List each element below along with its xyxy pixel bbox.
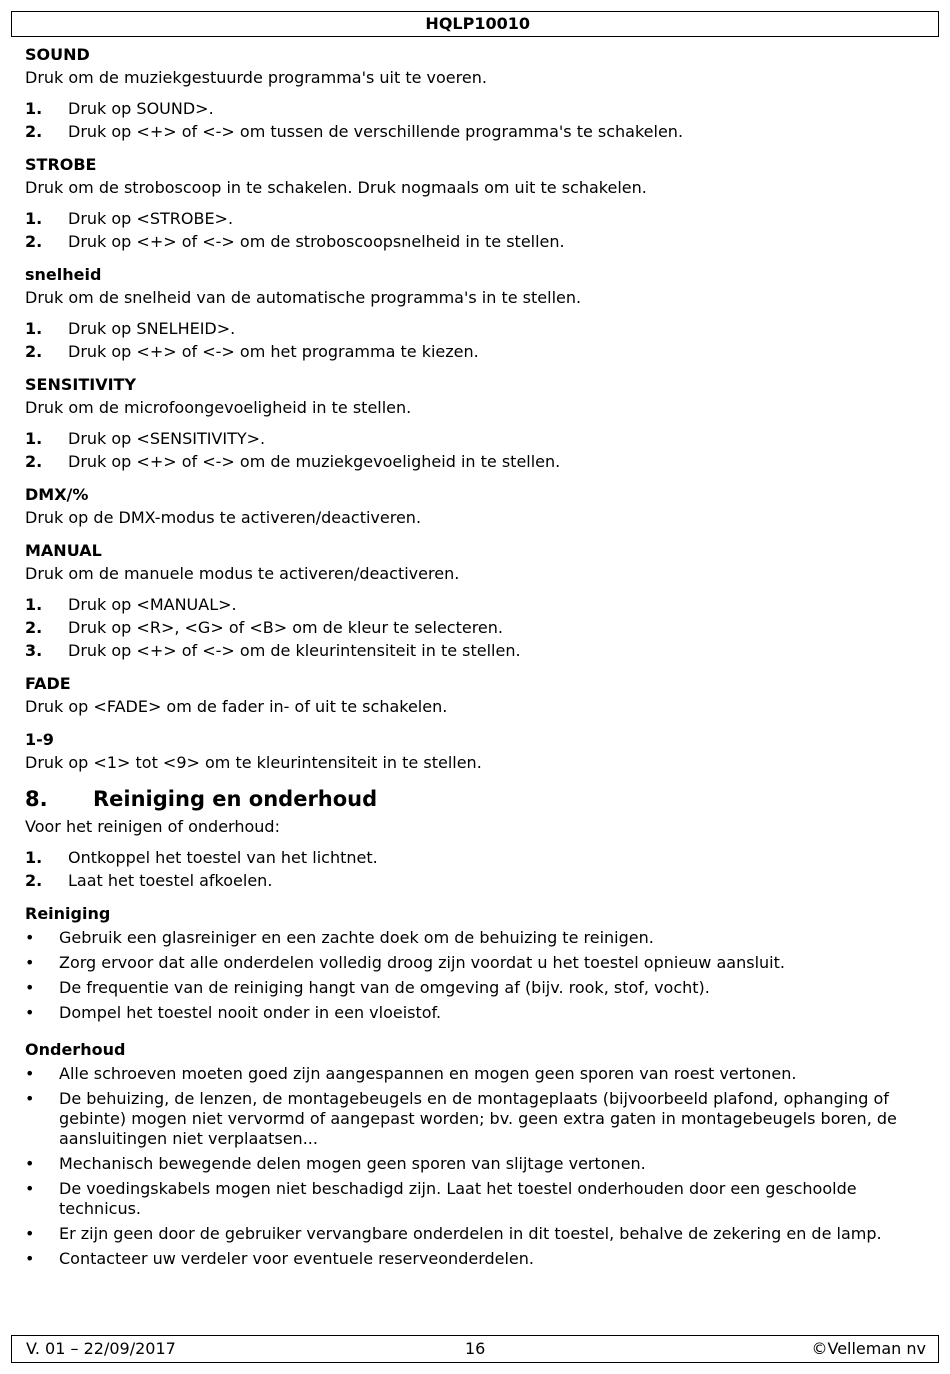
- chapter-intro: Voor het reinigen of onderhoud:: [25, 817, 280, 836]
- step-text: Druk op <+> of <-> om de muziekgevoeligheid in te stellen.: [68, 452, 561, 471]
- bullet-text: Dompel het toestel nooit onder in een vloeistof.: [59, 1003, 442, 1022]
- step-number: 2.: [25, 122, 43, 141]
- bullet-item: [25, 1064, 920, 1084]
- bullet-text: Mechanisch bewegende delen mogen geen sporen van slijtage vertonen.: [59, 1154, 646, 1173]
- step-item: [25, 207, 920, 230]
- bullet-text: Contacteer uw verdeler voor eventuele reserveonderdelen.: [59, 1249, 534, 1268]
- bullet-text: Zorg ervoor dat alle onderdelen volledig droog zijn voordat u het toestel opnieuw aansluit.: [59, 953, 785, 972]
- bullet-text: De behuizing, de lenzen, de montagebeugels en de montageplaats (bijvoorbeeld plafond, ophanging of gebinte) mogen niet vervormd of aangepast worden; bv. geen extra gaten in montagebeugels boren, de aansluitingen niet verplaatsen...: [59, 1089, 897, 1148]
- bullet-icon: •: [25, 1064, 35, 1083]
- step-text: Ontkoppel het toestel van het lichtnet.: [68, 848, 378, 867]
- bullet-icon: •: [25, 1179, 35, 1198]
- step-item: [25, 230, 920, 253]
- step-list: [25, 317, 920, 363]
- bullet-text: De frequentie van de reiniging hangt van de omgeving af (bijv. rook, stof, vocht).: [59, 978, 710, 997]
- step-text: Druk op SNELHEID>.: [68, 319, 236, 338]
- section-description: Druk op de DMX-modus te activeren/deactiveren.: [25, 508, 422, 527]
- bullet-item: [25, 978, 920, 998]
- step-number: 2.: [25, 871, 43, 890]
- control-section: [25, 154, 920, 253]
- cleaning-title: Reiniging: [25, 904, 111, 923]
- bullet-item: [25, 953, 920, 973]
- step-text: Druk op SOUND>.: [68, 99, 214, 118]
- section-title: snelheid: [25, 265, 102, 284]
- step-item: [25, 869, 920, 892]
- section-title: 1-9: [25, 730, 54, 749]
- chapter-heading: [25, 785, 920, 813]
- section-description: Druk op <FADE> om de fader in- of uit te schakelen.: [25, 697, 448, 716]
- section-description: Druk om de manuele modus te activeren/deactiveren.: [25, 564, 460, 583]
- control-section: [25, 374, 920, 473]
- section-description: Druk om de muziekgestuurde programma's uit te voeren.: [25, 68, 487, 87]
- page-footer: [11, 1335, 939, 1363]
- bullet-icon: •: [25, 978, 35, 997]
- bullet-item: [25, 1089, 920, 1149]
- control-section: [25, 540, 920, 662]
- step-number: 1.: [25, 429, 43, 448]
- step-number: 2.: [25, 342, 43, 361]
- bullet-item: [25, 928, 920, 948]
- bullet-text: Alle schroeven moeten goed zijn aangespannen en mogen geen sporen van roest vertonen.: [59, 1064, 797, 1083]
- step-item: [25, 317, 920, 340]
- section-description: Druk om de snelheid van de automatische programma's in te stellen.: [25, 288, 582, 307]
- step-list: [25, 427, 920, 473]
- bullet-icon: •: [25, 1003, 35, 1022]
- step-item: [25, 593, 920, 616]
- bullet-item: [25, 1179, 920, 1219]
- section-description: Druk om de microfoongevoeligheid in te stellen.: [25, 398, 412, 417]
- section-gap: [25, 774, 920, 785]
- section-title: SOUND: [25, 45, 90, 64]
- step-text: Druk op <+> of <-> om het programma te kiezen.: [68, 342, 479, 361]
- step-list: [25, 593, 920, 662]
- bullet-icon: •: [25, 1154, 35, 1173]
- model-number: HQLP10010: [425, 14, 530, 33]
- control-section: [25, 264, 920, 363]
- step-item: [25, 450, 920, 473]
- section-title: FADE: [25, 674, 71, 693]
- step-item: [25, 340, 920, 363]
- control-section: [25, 44, 920, 143]
- step-number: 3.: [25, 641, 43, 660]
- bullet-text: De voedingskabels mogen niet beschadigd zijn. Laat het toestel onderhouden door een geschoolde technicus.: [59, 1179, 857, 1218]
- section-gap: [25, 529, 920, 540]
- step-list: [25, 207, 920, 253]
- maintenance-title: Onderhoud: [25, 1040, 126, 1059]
- section-title: STROBE: [25, 155, 97, 174]
- maintenance-list: [25, 1064, 920, 1269]
- bullet-item: [25, 1249, 920, 1269]
- step-number: 1.: [25, 99, 43, 118]
- step-item: [25, 846, 920, 869]
- page-header: [11, 11, 939, 37]
- footer-copyright: ©Velleman nv: [811, 1339, 926, 1358]
- bullet-icon: •: [25, 1224, 35, 1243]
- bullet-item: [25, 1224, 920, 1244]
- bullet-item: [25, 1154, 920, 1174]
- footer-page-number: 16: [465, 1339, 486, 1358]
- step-item: [25, 120, 920, 143]
- bullet-text: Er zijn geen door de gebruiker vervangbare onderdelen in dit toestel, behalve de zekering en de lamp.: [59, 1224, 882, 1243]
- bullet-item: [25, 1003, 920, 1023]
- bullet-icon: •: [25, 1249, 35, 1268]
- section-gap: [25, 892, 920, 903]
- step-text: Druk op <+> of <-> om de stroboscoopsnelheid in te stellen.: [68, 232, 565, 251]
- step-text: Druk op <SENSITIVITY>.: [68, 429, 266, 448]
- step-number: 1.: [25, 848, 43, 867]
- bullet-icon: •: [25, 953, 35, 972]
- chapter-title: Reiniging en onderhoud: [93, 787, 378, 811]
- control-section: [25, 673, 920, 718]
- step-number: 2.: [25, 232, 43, 251]
- step-text: Laat het toestel afkoelen.: [68, 871, 273, 890]
- chapter-number: 8.: [25, 787, 48, 811]
- section-gap: [25, 143, 920, 154]
- page-content: [25, 44, 920, 1274]
- step-text: Druk op <STROBE>.: [68, 209, 234, 228]
- step-number: 2.: [25, 618, 43, 637]
- section-title: MANUAL: [25, 541, 102, 560]
- section-description: Druk op <1> tot <9> om te kleurintensiteit in te stellen.: [25, 753, 482, 772]
- bullet-icon: •: [25, 928, 35, 947]
- section-gap: [25, 473, 920, 484]
- step-number: 1.: [25, 209, 43, 228]
- section-gap: [25, 363, 920, 374]
- step-item: [25, 616, 920, 639]
- step-number: 1.: [25, 595, 43, 614]
- footer-version: V. 01 – 22/09/2017: [26, 1339, 176, 1358]
- step-number: 1.: [25, 319, 43, 338]
- step-text: Druk op <+> of <-> om tussen de verschillende programma's te schakelen.: [68, 122, 684, 141]
- section-gap: [25, 1028, 920, 1039]
- bullet-text: Gebruik een glasreiniger en een zachte doek om de behuizing te reinigen.: [59, 928, 654, 947]
- step-item: [25, 97, 920, 120]
- section-gap: [25, 662, 920, 673]
- step-text: Druk op <+> of <-> om de kleurintensiteit in te stellen.: [68, 641, 521, 660]
- step-item: [25, 427, 920, 450]
- step-item: [25, 639, 920, 662]
- section-title: SENSITIVITY: [25, 375, 137, 394]
- bullet-icon: •: [25, 1089, 35, 1108]
- chapter-step-list: [25, 846, 920, 892]
- section-title: DMX/%: [25, 485, 89, 504]
- section-description: Druk om de stroboscoop in te schakelen. Druk nogmaals om uit te schakelen.: [25, 178, 647, 197]
- step-text: Druk op <MANUAL>.: [68, 595, 237, 614]
- section-gap: [25, 718, 920, 729]
- step-text: Druk op <R>, <G> of <B> om de kleur te selecteren.: [68, 618, 503, 637]
- cleaning-list: [25, 928, 920, 1023]
- step-number: 2.: [25, 452, 43, 471]
- section-gap: [25, 253, 920, 264]
- control-section: [25, 729, 920, 774]
- step-list: [25, 97, 920, 143]
- control-section: [25, 484, 920, 529]
